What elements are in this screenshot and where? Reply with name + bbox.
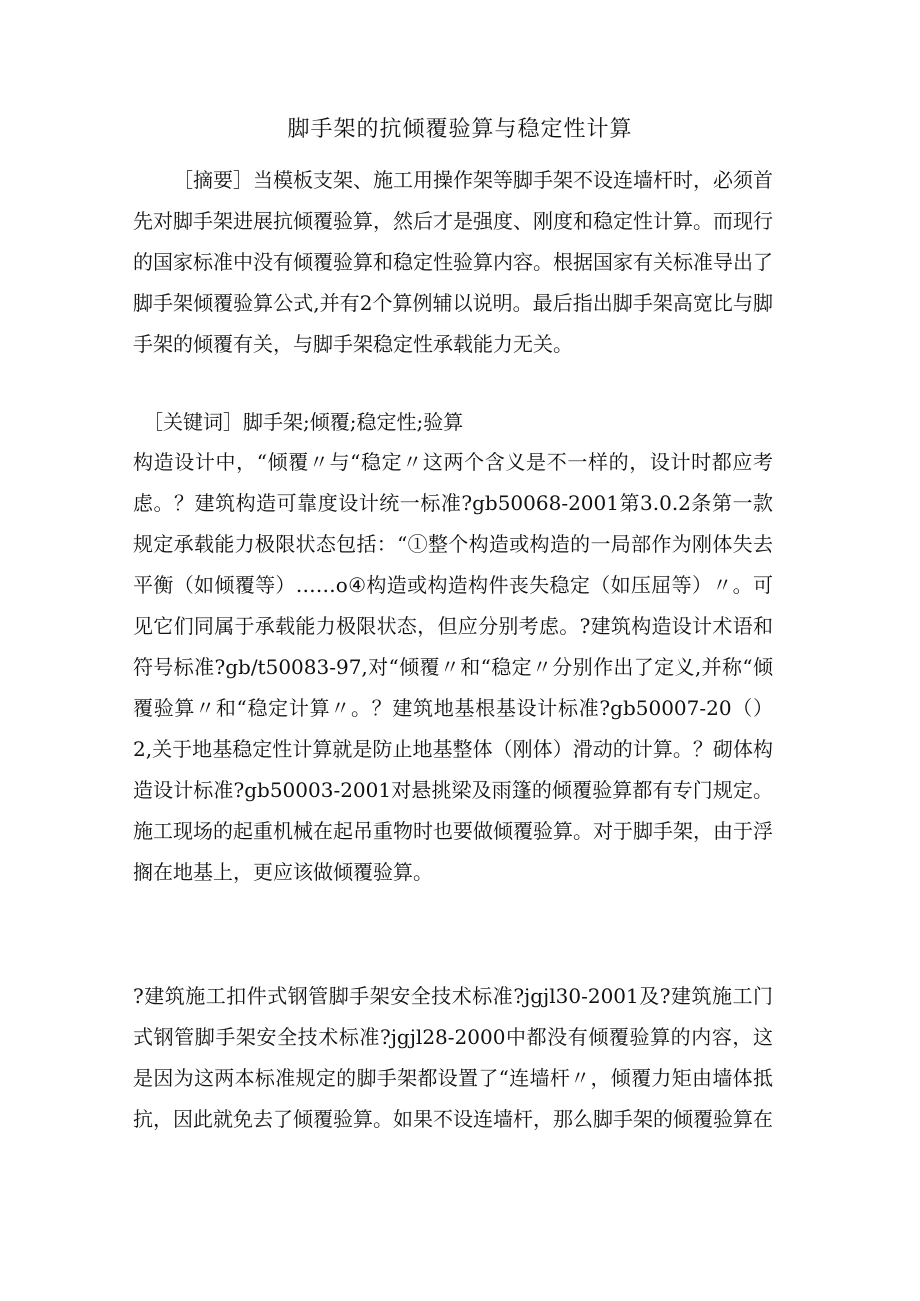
keywords-line: ［关键词］脚手架;倾覆;稳定性;验算 (143, 410, 464, 434)
document-title: 脚手架的抗倾覆验算与稳定性计算 (287, 117, 633, 142)
body-paragraph: ?建筑施工扣件式钢管脚手架安全技术标准?jgjl30-2001及?建筑施工门式钢管脚手架安全技术标准?jgjl28-2000中都没有倾覆验算的内容，这是因为这两本标准规定的脚手架都设置了“连墙杆〃，倾覆力矩由墙体抵抗，因此就免去了倾覆验算。如果不设连墙杆，那么脚手架的倾覆验算在 (133, 984, 773, 1131)
abstract-paragraph: ［摘要］当模板支架、施工用操作架等脚手架不设连墙杆时，必须首先对脚手架进展抗倾覆验算，然后才是强度、刚度和稳定性计算。而现行的国家标准中没有倾覆验算和稳定性验算内容。根据国家有关标准导出了脚手架倾覆验算公式,并有2个算例辅以说明。最后指出脚手架高宽比与脚手架的倾覆有关，与脚手架稳定性承载能力无关。 (133, 168, 773, 356)
body-paragraph: 构造设计中，“倾覆〃与“稳定〃这两个含义是不一样的，设计时都应考虑。？建筑构造可靠度设计统一标准?gb50068-2001第3.0.2条第一款规定承载能力极限状态包括：“①整个构造或构造的一局部作为刚体失去平衡（如倾覆等）……o④构造或构造构件丧失稳定（如压屈等）〃。可见它们同属于承载能力极限状态，但应分别考虑。?建筑构造设计术语和符号标准?gb/t50083-97,对“倾覆〃和“稳定〃分别作出了定义,并称“倾覆验算〃和“稳定计算〃。？建筑地基根基设计标准?gb50007-20（）2,关于地基稳定性计算就是防止地基整体（刚体）滑动的计算。？砌体构造设计标准?gb50003-2001对悬挑梁及雨篷的倾覆验算都有专门规定。施工现场的起重机械在起吊重物时也要做倾覆验算。对于脚手架，由于浮搁在地基上，更应该做倾覆验算。 (133, 450, 773, 884)
